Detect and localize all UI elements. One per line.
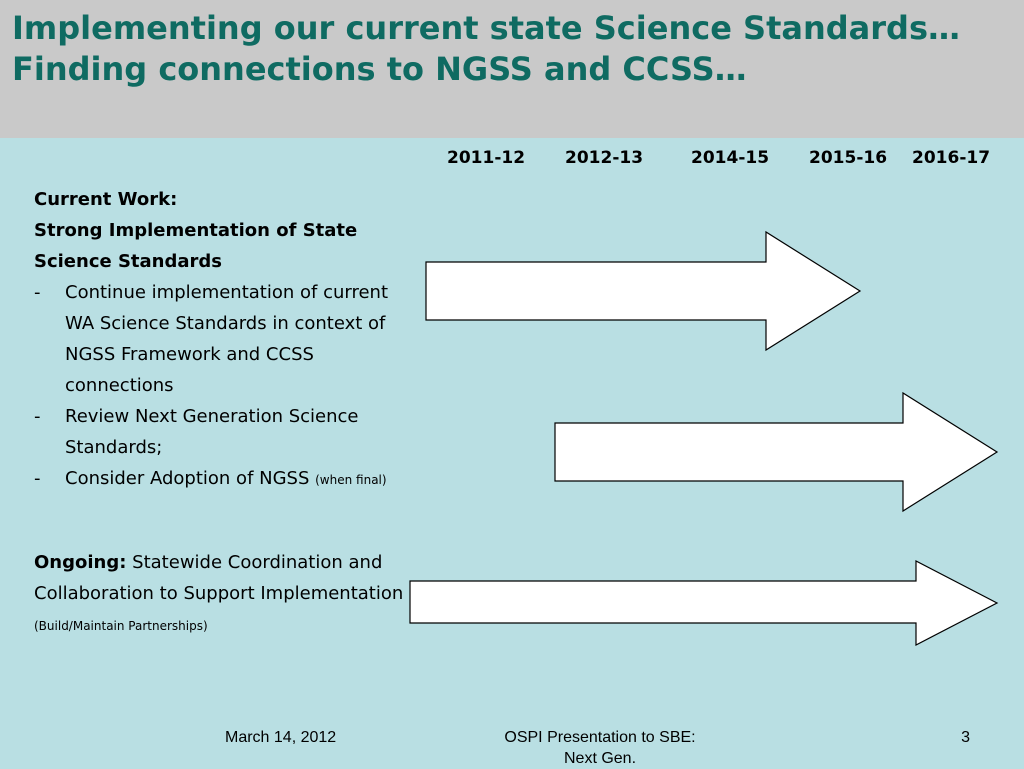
footer-date: March 14, 2012 [225,729,337,746]
timeline-year: 2016-17 [912,148,991,168]
bullet-dash: - [34,282,41,303]
timeline-year: 2012-13 [565,148,644,168]
bullet-dash: - [34,468,41,489]
current-work-block [34,184,414,494]
timeline-arrow-ongoing [408,559,1000,649]
ongoing-text: Statewide Coordination and Collaboration to Support Implementation [34,552,404,604]
footer-page-number: 3 [961,729,970,746]
bullet-item [34,463,414,494]
bullet-text: Consider Adoption of NGSS [65,468,310,489]
timeline-year: 2015-16 [809,148,888,168]
timeline-arrow-review-adoption [553,391,1000,513]
ongoing-block [34,547,404,640]
timeline-year: 2014-15 [691,148,770,168]
bullet-text: Continue implementation of current WA Science Standards in context of NGSS Framework and CCSS connections [65,282,389,396]
ongoing-label: Ongoing: [34,552,127,573]
current-work-heading: Current Work: [34,189,178,210]
bullet-item [34,401,414,463]
timeline-year: 2011-12 [447,148,526,168]
footer-presentation-title: OSPI Presentation to SBE: Next Gen. [504,729,696,767]
bullet-text: Review Next Generation Science Standards; [65,406,359,458]
current-work-subheading: Strong Implementation of State Science Standards [34,220,358,272]
bullet-dash: - [34,406,41,427]
bullet-item [34,277,414,401]
slide-title: Implementing our current state Science Standards… Finding connections to NGSS and CCSS… [12,9,960,88]
ongoing-note: (Build/Maintain Partnerships) [34,619,208,633]
timeline-arrow-current-work [424,230,862,352]
bullet-note: (when final) [315,473,387,487]
